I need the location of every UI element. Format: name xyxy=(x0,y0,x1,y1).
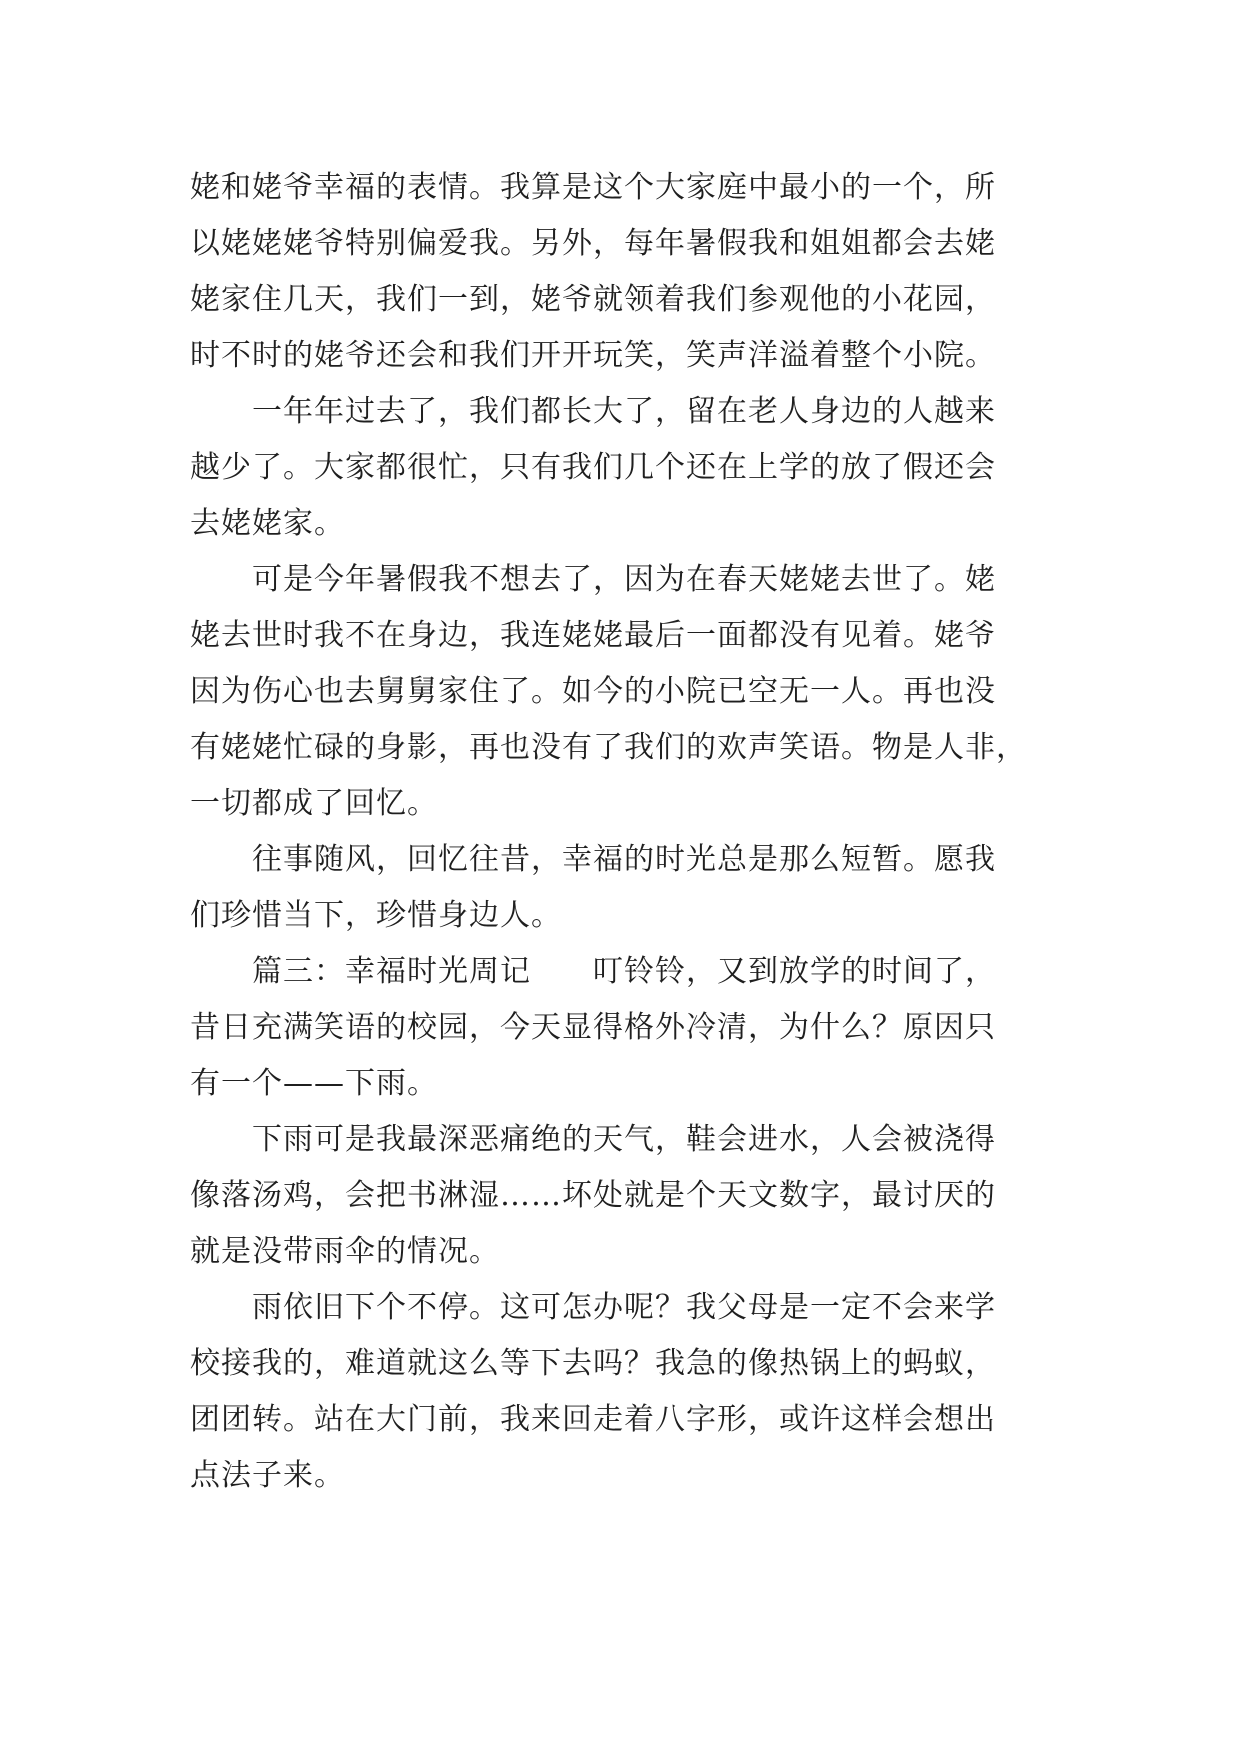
text-line: 下雨可是我最深恶痛绝的天气，鞋会进水，人会被浇得 xyxy=(190,1122,996,1157)
text-line: 们珍惜当下，珍惜身边人。 xyxy=(190,898,562,933)
text-line: 可是今年暑假我不想去了，因为在春天姥姥去世了。姥 xyxy=(190,562,996,597)
text-line: 以姥姥姥爷特别偏爱我。另外，每年暑假我和姐姐都会去姥 xyxy=(190,226,996,261)
text-line: 往事随风，回忆往昔，幸福的时光总是那么短暂。愿我 xyxy=(190,842,996,877)
text-line: 越少了。大家都很忙，只有我们几个还在上学的放了假还会 xyxy=(190,450,996,485)
text-line: 像落汤鸡，会把书淋湿……坏处就是个天文数字，最讨厌的 xyxy=(190,1178,996,1213)
text-line: 因为伤心也去舅舅家住了。如今的小院已空无一人。再也没 xyxy=(190,674,996,709)
text-line: 姥家住几天，我们一到，姥爷就领着我们参观他的小花园， xyxy=(190,282,996,317)
text-line: 有一个——下雨。 xyxy=(190,1066,438,1101)
text-line: 团团转。站在大门前，我来回走着八字形，或许这样会想出 xyxy=(190,1402,996,1437)
text-line: 篇三：幸福时光周记 叮铃铃，又到放学的时间了， xyxy=(190,954,996,989)
text-line: 雨依旧下个不停。这可怎办呢？我父母是一定不会来学 xyxy=(190,1290,996,1325)
text-line: 就是没带雨伞的情况。 xyxy=(190,1234,500,1269)
text-line: 一切都成了回忆。 xyxy=(190,786,438,821)
body-text xyxy=(190,160,1070,1504)
text-line: 有姥姥忙碌的身影，再也没有了我们的欢声笑语。物是人非， xyxy=(190,730,1027,765)
text-line: 时不时的姥爷还会和我们开开玩笑，笑声洋溢着整个小院。 xyxy=(190,338,996,373)
text-line: 姥和姥爷幸福的表情。我算是这个大家庭中最小的一个，所 xyxy=(190,170,996,205)
text-line: 姥去世时我不在身边，我连姥姥最后一面都没有见着。姥爷 xyxy=(190,618,996,653)
text-line: 一年年过去了，我们都长大了，留在老人身边的人越来 xyxy=(190,394,996,429)
text-line: 去姥姥家。 xyxy=(190,506,345,541)
text-line: 昔日充满笑语的校园，今天显得格外冷清，为什么？原因只 xyxy=(190,1010,996,1045)
text-line: 校接我的，难道就这么等下去吗？我急的像热锅上的蚂蚁， xyxy=(190,1346,996,1381)
text-line: 点法子来。 xyxy=(190,1458,345,1493)
